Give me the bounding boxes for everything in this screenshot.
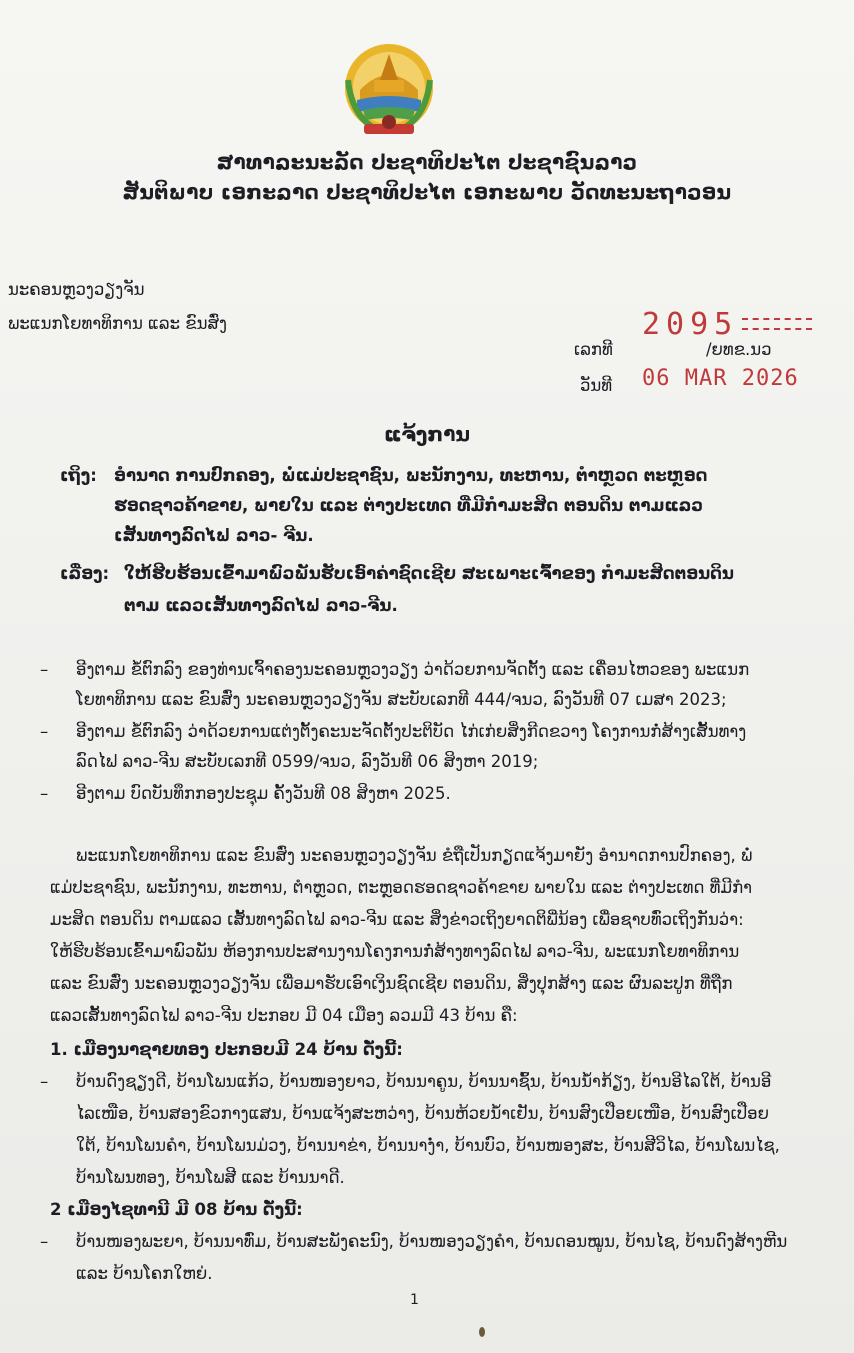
district-1-line: ໄລເໜືອ, ບ້ານສອງຂົວກາງແສນ, ບ້ານແຈ້ງສະຫວ່າງ, ບ້ານຫ້ວຍນ້ຳເຢັນ, ບ້ານສົງເປືອຍເໜືອ, ບ້ານສົງເປືອຍ [76,1104,769,1123]
body-line: ພະແນກໂຍທາທິການ ແລະ ຂົນສົ່ງ ນະຄອນຫຼວງວຽງຈັນ ຂໍຖືເປັນກຽດແຈ້ງມາຍັງ ອຳນາດການປົກຄອງ, ພໍ່ [76,846,753,865]
reference-1-line-1: ອີງຕາມ ຂໍ້ຕົກລົງ ຂອງທ່ານເຈົ້າຄອງນະຄອນຫຼວງວຽງ ວ່າດ້ວຍການຈັດຕັ້ງ ແລະ ເຄື່ອນໄຫວຂອງ ພະແນກ [76,660,750,679]
paper-mark [479,1327,485,1337]
date-label: ວັນທີ [580,376,613,395]
header-line-1: ສາທາລະນະລັດ ປະຊາທິປະໄຕ ປະຊາຊົນລາວ [216,150,638,174]
district-2-bullet: – [40,1232,49,1251]
document-title: ແຈ້ງການ [383,422,471,446]
reference-2-line-2: ລົດໄຟ ລາວ-ຈີນ ສະບັບເລກທີ 0599/ຈນວ, ລົງວັນທີ 06 ສິງຫາ 2019; [76,752,539,771]
to-label: ເຖິງ: [60,466,97,485]
subject-label: ເລື່ອງ: [60,564,110,583]
to-line-2: ຮອດຊາວຄ້າຂາຍ, ພາຍໃນ ແລະ ຕ່າງປະເທດ ທີ່ມີກຳມະສິດ ຕອນດິນ ຕາມແລວ [114,496,704,515]
number-stamp: 2095 [642,307,739,342]
district-1-bullet: – [40,1072,49,1091]
reference-2-line-1: ອີງຕາມ ຂໍ້ຕົກລົງ ວ່າດ້ວຍການແຕ່ງຕັ້ງຄະນະຈັດຕັ້ງປະຕິບັດ ໄກ່ເກ່ຍສິ່ງກີດຂວາງ ໂຄງການກໍ່ສ້າງເສັ້ນທາງ [76,722,747,741]
reference-bullet-3: – [40,784,49,803]
subject-line-2: ຕາມ ແລວເສັ້ນທາງລົດໄຟ ລາວ-ຈີນ. [124,596,398,615]
reference-1-line-2: ໂຍທາທິການ ແລະ ຂົນສົ່ງ ນະຄອນຫຼວງວຽງຈັນ ສະບັບເລກທີ 444/ຈນວ, ລົງວັນທີ 07 ເມສາ 2023; [76,690,727,709]
stamp-dash-1 [742,318,812,320]
body-line: ແມ່ປະຊາຊົນ, ພະນັກງານ, ທະຫານ, ຕຳຫຼວດ, ຕະຫຼອດຮອດຊາວຄ້າຂາຍ ພາຍໃນ ແລະ ຕ່າງປະເທດ ທີ່ມີກຳ [50,878,753,897]
district-2-heading: 2 ເມືອງໄຊທານີ ມີ 08 ບ້ານ ດັ່ງນີ້: [50,1200,303,1219]
org-line-2: ພະແນກໂຍທາທິການ ແລະ ຂົນສົ່ງ [8,314,228,333]
reference-3-line-1: ອີງຕາມ ບົດບັນທຶກກອງປະຊຸມ ຄັ້ງວັນທີ 08 ສິງຫາ 2025. [76,784,451,803]
district-2-line: ແລະ ບ້ານໂຄກໃຫຍ່. [76,1264,213,1283]
number-suffix: /ຍທຂ.ນວ [706,340,772,359]
district-1-line: ບ້ານໂພນທອງ, ບ້ານໂພສີ ແລະ ບ້ານນາດີ. [76,1168,345,1187]
body-line: ໃຫ້ຮີບຮ້ອນເຂົ້າມາພົວພັນ ຫ້ອງການປະສານງານໂຄງການກໍ່ສ້າງທາງລົດໄຟ ລາວ-ຈີນ, ພະແນກໂຍທາທິການ [50,942,740,961]
to-line-3: ເສັ້ນທາງລົດໄຟ ລາວ- ຈີນ. [114,526,314,545]
subject-line-1: ໃຫ້ຮີບຮ້ອນເຂົ້າມາພົວພັນຮັບເອົາຄ່າຊົດເຊີຍ ສະເພາະເຈົ້າຂອງ ກຳມະສິດຕອນດິນ [124,564,734,583]
to-line-1: ອຳນາດ ການປົກຄອງ, ພໍ່ແມ່ປະຊາຊົນ, ພະນັກງານ, ທະຫານ, ຕຳຫຼວດ ຕະຫຼອດ [114,466,708,485]
district-2-line: ບ້ານໜອງພະຍາ, ບ້ານນາທົ່ມ, ບ້ານສະພັງຄະນົງ, ບ້ານໜອງວຽງຄຳ, ບ້ານດອນໝູນ, ບ້ານໄຊ, ບ້ານດົງສ້າງຫີນ [76,1232,788,1251]
page-number: 1 [410,1292,419,1308]
stamp-dash-2 [742,328,812,330]
district-1-line: ໃຕ້, ບ້ານໂພນຄຳ, ບ້ານໂພນມ່ວງ, ບ້ານນາຂ່າ, ບ້ານນາງ່ຳ, ບ້ານບົວ, ບ້ານໜອງສະ, ບ້ານສີວິໄລ, ບ້ານໂພນໄຊ, [76,1136,780,1155]
district-1-heading: 1. ເມືອງນາຊາຍທອງ ປະກອບມີ 24 ບ້ານ ດັ່ງນີ້: [50,1040,403,1059]
body-line: ມະສິດ ຕອນດິນ ຕາມແລວ ເສັ້ນທາງລົດໄຟ ລາວ-ຈີນ ແລະ ສິ່ງຂ່າວເຖິງຍາດຕິພີ່ນ້ອງ ເພື່ອຊາບທົ່ວເຖິງກັນວ່າ: [50,910,744,929]
national-emblem [330,40,448,140]
date-stamp: 06 MAR 2026 [642,366,799,391]
body-line: ແລະ ຂົນສົ່ງ ນະຄອນຫຼວງວຽງຈັນ ເພື່ອມາຮັບເອົາເງິນຊົດເຊີຍ ຕອນດິນ, ສິ່ງປຸກສ້າງ ແລະ ຜົນລະປູກ ທີ່ຖືກ [50,974,733,993]
header-line-2: ສັນຕິພາບ ເອກະລາດ ປະຊາທິປະໄຕ ເອກະພາບ ວັດທະນະຖາວອນ [122,180,732,204]
org-line-1: ນະຄອນຫຼວງວຽງຈັນ [8,280,145,299]
number-label: ເລກທີ [574,340,613,359]
reference-bullet-2: – [40,722,49,741]
district-1-line: ບ້ານດົງຊຽງດີ, ບ້ານໂພນແກ້ວ, ບ້ານໜອງຍາວ, ບ້ານນາຄູນ, ບ້ານນາຊົ້ນ, ບ້ານນ້ຳກ້ຽງ, ບ້ານອີໄລໃຕ້, ບ້ານອີ [76,1072,772,1091]
body-line: ແລວເສັ້ນທາງລົດໄຟ ລາວ-ຈີນ ປະກອບ ມີ 04 ເມືອງ ລວມມີ 43 ບ້ານ ຄື: [50,1006,518,1025]
reference-bullet-1: – [40,660,49,679]
